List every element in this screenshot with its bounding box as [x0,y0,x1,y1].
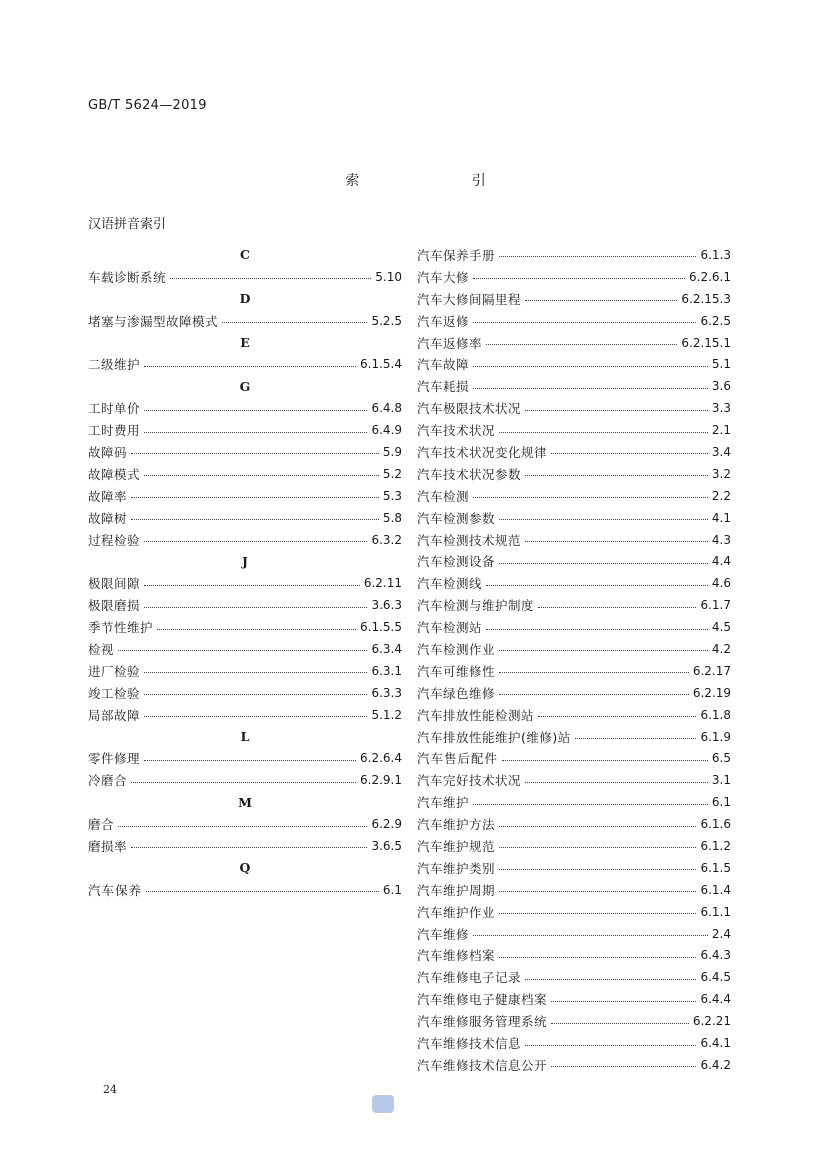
index-entry [417,266,731,288]
index-entry [417,901,731,923]
index-term: 工时费用 [88,423,141,439]
index-letter-heading: Q [239,860,251,876]
leader-dots [144,432,367,433]
index-entry [417,463,731,485]
index-letter-heading: E [240,335,250,350]
index-entry [417,1054,731,1076]
index-term: 汽车维护规范 [417,838,496,854]
clause-number: 3.2 [711,466,731,481]
clause-number: 4.3 [711,532,731,547]
leader-dots [131,453,379,454]
clause-number: 6.3.4 [371,641,402,656]
index-entry [417,769,731,791]
index-term: 汽车完好技术状况 [417,773,522,789]
index-term: 汽车维护作业 [417,904,496,920]
leader-dots [502,760,708,761]
index-term: 极限磨损 [88,598,141,614]
leader-dots [144,475,379,476]
index-letter-heading: D [239,291,251,307]
leader-dots [131,782,356,783]
index-entry [417,375,731,397]
index-term: 汽车维修技术信息公开 [417,1057,548,1073]
clause-number: 6.3.3 [371,685,402,700]
clause-number: 6.1.3 [700,247,731,262]
index-entry [417,244,731,266]
index-term: 冷磨合 [88,773,128,789]
index-term: 故障树 [88,510,128,526]
index-entry [88,660,402,682]
index-entry [417,1032,731,1054]
index-term: 汽车维护周期 [417,882,496,898]
leader-dots [499,891,696,892]
leader-dots [473,388,708,389]
leader-dots [473,366,708,367]
leader-dots [499,672,689,673]
clause-number: 3.3 [711,401,731,416]
page-title: 索 引 [345,173,540,189]
index-term: 汽车检测站 [417,620,483,636]
index-term: 磨损率 [88,838,128,854]
index-term: 汽车技术状况变化规律 [417,444,548,460]
leader-dots [538,607,696,608]
index-term: 局部故障 [88,707,141,723]
index-term: 汽车维修电子记录 [417,970,522,986]
leader-dots [473,497,708,498]
index-entry [417,923,731,945]
clause-number: 6.4.2 [700,1057,731,1072]
index-entry [417,966,731,988]
index-term: 汽车检测 [417,488,470,504]
index-entry [417,638,731,660]
clause-number: 5.9 [382,444,402,459]
index-letter-heading: C [240,247,250,263]
index-entry [88,397,402,419]
index-entry [88,813,402,835]
index-term: 二级维护 [88,357,141,373]
leader-dots [144,760,356,761]
index-entry [88,463,402,485]
index-entry [417,616,731,638]
clause-number: 6.4.4 [700,992,731,1007]
leader-dots [551,1023,689,1024]
index-term: 汽车维护 [417,795,470,811]
clause-number: 6.1 [711,795,731,810]
index-term: 检视 [88,641,115,657]
clause-number: 5.3 [382,488,402,503]
index-term: 汽车售后配件 [417,751,499,767]
leader-dots [551,1001,696,1002]
index-term: 汽车技术状况 [417,423,496,439]
leader-dots [499,869,696,870]
index-term: 汽车耗损 [417,379,470,395]
leader-dots [157,629,356,630]
leader-dots [473,322,696,323]
clause-number: 3.6.3 [371,598,402,613]
index-term: 汽车维修技术信息 [417,1036,522,1051]
index-entry [88,529,402,551]
index-entry [88,266,402,288]
index-entry [417,332,731,354]
clause-number: 6.1.8 [700,707,731,722]
index-column-right [417,244,731,1076]
index-entry [88,682,402,704]
index-entry [88,879,402,901]
index-entry [88,747,402,769]
clause-number: 6.2.9 [371,817,402,832]
leader-dots [170,278,371,279]
page-number: 24 [103,1083,117,1096]
index-term: 进厂检验 [88,663,141,679]
index-term: 故障模式 [88,466,141,482]
index-term: 汽车大修 [417,269,470,285]
index-term: 汽车可维修性 [417,663,496,679]
leader-dots [146,891,379,892]
index-entry [88,507,402,529]
index-term: 汽车排放性能检测站 [417,707,535,723]
index-term: 汽车检测参数 [417,510,496,526]
index-term: 汽车保养 [88,882,143,898]
clause-number: 4.4 [711,554,731,569]
index-term: 汽车检测作业 [417,641,496,657]
clause-number: 6.4.1 [700,1036,731,1050]
leader-dots [131,497,379,498]
index-subtitle: 汉语拼音索引 [88,217,167,232]
index-entry [88,616,402,638]
index-term: 汽车维护类别 [417,860,496,876]
clause-number: 6.1.5.5 [360,620,402,635]
index-term: 竣工检验 [88,685,141,701]
leader-dots [499,694,689,695]
leader-dots [486,585,708,586]
clause-number: 6.2.6.4 [360,751,402,766]
leader-dots [144,366,356,367]
leader-dots [499,432,708,433]
index-term: 零件修理 [88,751,141,767]
index-letter-heading: M [238,794,252,810]
index-term: 汽车返修 [417,313,470,329]
leader-dots [499,826,696,827]
leader-dots [222,322,367,323]
index-entry [417,594,731,616]
leader-dots [538,716,696,717]
index-term: 汽车维修档案 [417,948,496,964]
leader-dots [118,650,367,651]
index-entry [417,572,731,594]
clause-number: 4.5 [711,620,731,635]
index-term: 故障码 [88,444,128,460]
leader-dots [499,519,708,520]
clause-number: 4.1 [711,510,731,525]
clause-number: 3.6 [711,379,731,394]
index-entry [417,879,731,901]
clause-number: 6.2.15.3 [681,291,731,306]
leader-dots [499,847,696,848]
clause-number: 6.3.2 [371,532,402,547]
clause-number: 2.2 [711,488,731,503]
index-entry [417,485,731,507]
clause-number: 4.6 [711,576,731,591]
index-entry [417,682,731,704]
index-entry [417,529,731,551]
leader-dots [473,804,708,805]
leader-dots [525,410,708,411]
index-entry [417,419,731,441]
index-entry [88,441,402,463]
index-term: 工时单价 [88,401,141,417]
index-term: 汽车技术状况参数 [417,466,522,482]
index-term: 汽车故障 [417,357,470,373]
index-entry [88,485,402,507]
index-term: 车载诊断系统 [88,269,167,285]
index-term: 汽车维修电子健康档案 [417,992,548,1008]
leader-dots [499,256,696,257]
clause-number: 2.1 [711,423,731,438]
clause-number: 5.1 [711,357,731,372]
clause-number: 6.2.11 [363,576,402,591]
leader-dots [525,300,677,301]
leader-dots [525,979,696,980]
clause-number: 6.2.15.1 [681,335,731,350]
index-entry [88,769,402,791]
clause-number: 6.1.1 [700,904,731,919]
standard-code: GB/T 5624—2019 [88,98,207,113]
publisher-logo-icon [372,1095,394,1113]
index-entry [417,660,731,682]
clause-number: 6.1.4 [700,882,731,897]
leader-dots [499,957,696,958]
clause-number: 4.2 [711,641,731,656]
index-entry [417,835,731,857]
index-entry [88,310,402,332]
clause-number: 6.2.19 [692,685,731,700]
index-term: 堵塞与渗漏型故障模式 [88,313,219,329]
index-entry [417,507,731,529]
leader-dots [499,650,708,651]
index-letter-heading: J [242,553,248,569]
clause-number: 6.2.5 [700,313,731,328]
index-entry [417,550,731,572]
leader-dots [144,585,360,586]
leader-dots [144,672,367,673]
index-entry [88,704,402,726]
clause-number: 3.1 [711,773,731,788]
index-entry [417,988,731,1010]
index-term: 过程检验 [88,532,141,548]
leader-dots [473,278,685,279]
leader-dots [551,1066,696,1067]
clause-number: 5.8 [382,510,402,525]
index-term: 汽车大修间隔里程 [417,291,522,307]
index-term: 故障率 [88,488,128,504]
index-entry [88,638,402,660]
index-term: 汽车维修服务管理系统 [417,1014,548,1030]
index-term: 极限间隙 [88,576,141,592]
index-term: 汽车极限技术状况 [417,401,522,417]
leader-dots [473,935,708,936]
leader-dots [144,607,367,608]
index-entry [417,1010,731,1032]
index-entry [417,791,731,813]
clause-number: 6.1.5 [700,860,731,875]
index-entry [417,813,731,835]
index-entry [88,594,402,616]
index-entry [417,747,731,769]
index-term: 汽车排放性能维护(维修)站 [417,729,571,745]
index-term: 磨合 [88,817,115,833]
index-term: 汽车检测设备 [417,554,496,570]
leader-dots [131,519,379,520]
index-entry [417,441,731,463]
clause-number: 6.2.6.1 [689,269,731,284]
clause-number: 6.4.9 [371,423,402,438]
clause-number: 6.4.5 [700,970,731,985]
index-term: 汽车检测技术规范 [417,532,522,548]
leader-dots [118,826,367,827]
leader-dots [525,475,708,476]
clause-number: 6.1.7 [700,598,731,613]
clause-number: 5.10 [375,269,402,284]
leader-dots [575,738,697,739]
leader-dots [525,1045,696,1046]
index-entry [88,353,402,375]
clause-number: 5.1.2 [371,707,402,722]
clause-number: 6.1.9 [700,729,731,744]
clause-number: 6.2.9.1 [360,773,402,788]
clause-number: 6.1.2 [700,838,731,853]
index-entry [417,704,731,726]
index-term: 汽车检测与维护制度 [417,598,535,614]
clause-number: 6.1.5.4 [360,357,402,372]
index-entry [417,397,731,419]
index-term: 汽车检测线 [417,576,483,592]
leader-dots [499,563,708,564]
clause-number: 6.2.17 [692,663,731,678]
index-column-left [88,244,402,901]
clause-number: 6.4.3 [700,948,731,963]
leader-dots [525,782,708,783]
index-entry [417,945,731,967]
leader-dots [144,716,367,717]
leader-dots [131,847,367,848]
index-letter-heading: L [240,729,250,745]
clause-number: 5.2 [382,466,402,481]
leader-dots [551,453,708,454]
leader-dots [144,541,367,542]
leader-dots [499,913,696,914]
index-entry [417,288,731,310]
index-letter-heading: G [239,378,251,394]
index-entry [417,353,731,375]
leader-dots [486,344,677,345]
clause-number: 6.2.21 [692,1014,731,1029]
index-entry [417,726,731,748]
index-entry [417,310,731,332]
index-term: 汽车绿色维修 [417,685,496,701]
clause-number: 5.2.5 [371,313,402,328]
clause-number: 6.1 [382,882,402,897]
clause-number: 6.5 [711,751,731,766]
clause-number: 3.4 [711,444,731,459]
clause-number: 6.3.1 [371,663,402,678]
clause-number: 6.4.8 [371,401,402,416]
index-term: 汽车维修 [417,926,470,942]
index-entry [88,419,402,441]
leader-dots [525,541,708,542]
leader-dots [144,694,367,695]
index-entry [88,835,402,857]
leader-dots [486,629,708,630]
leader-dots [144,410,367,411]
index-entry [88,572,402,594]
clause-number: 3.6.5 [371,838,402,853]
index-term: 季节性维护 [88,620,154,636]
index-term: 汽车维护方法 [417,817,496,833]
clause-number: 2.4 [711,926,731,941]
clause-number: 6.1.6 [700,817,731,832]
index-term: 汽车保养手册 [417,247,496,263]
index-entry [417,857,731,879]
index-term: 汽车返修率 [417,335,483,351]
